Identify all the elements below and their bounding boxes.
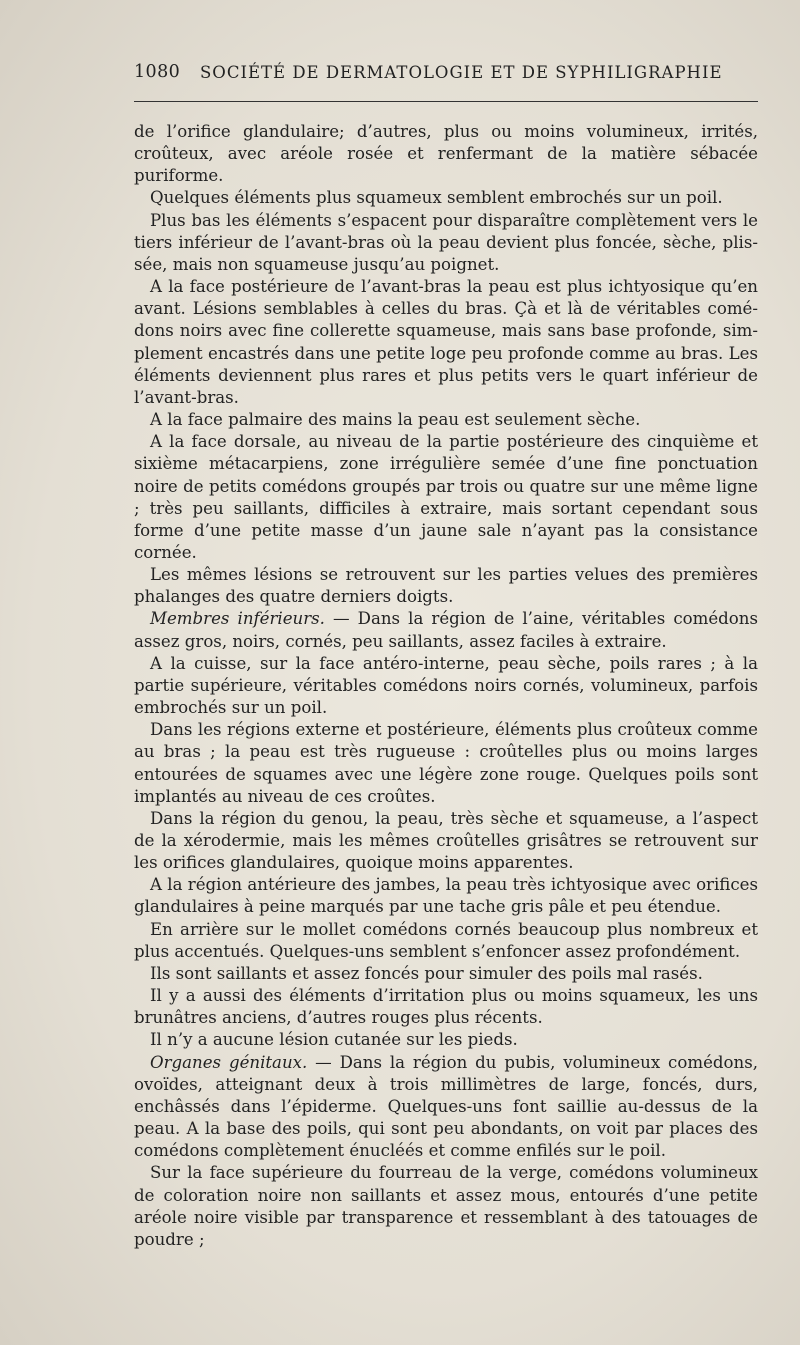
paragraph (134, 963, 758, 985)
paragraph-text: A la région antérieure des jambes, la peau très ichtyosique avec orifices glandulaires à peine marqués par une tache gris pâle et peu étendue. (134, 875, 758, 917)
paragraph (134, 431, 758, 564)
paragraph (134, 1029, 758, 1051)
header-rule (134, 101, 758, 102)
paragraph (134, 719, 758, 808)
paragraph-text: Il n’y a aucune lésion cutanée sur les pieds. (150, 1030, 518, 1050)
paragraph-text: Dans la région du genou, la peau, très sèche et squameuse, a l’aspect de la xérodermie, mais les mêmes croûtelles grisâtres se retrouvent sur les orifices glandulaires, quoique moins apparentes. (134, 808, 758, 873)
body-text (134, 121, 758, 1251)
paragraph (134, 276, 758, 409)
page-header (134, 62, 758, 92)
paragraph (134, 985, 758, 1029)
paragraph-text: A la face dorsale, au niveau de la partie postérieure des cinquième et sixième métacarpiens, zone irrégulière semée d’une fine ponctuation noire de petits comédons groupés par trois ou quatre sur une même ligne ; très peu saillants, difficiles à extraire, mais sortant cependant sous forme d’une petite masse d’un jaune sale n’ayant pas la consistance cornée. (134, 432, 758, 562)
paragraph-text: En arrière sur le mollet comédons cornés beaucoup plus nombreux et plus accentués. Quelques-uns semblent s’enfoncer assez profondément. (134, 919, 758, 961)
paragraph (134, 187, 758, 209)
paragraph (134, 608, 758, 652)
paragraph (134, 121, 758, 187)
paragraph (134, 409, 758, 431)
paragraph-text: Dans les régions externe et postérieure, éléments plus croûteux comme au bras ; la peau est très rugueuse : croûtelles plus ou moins larges entourées de squames avec une légère zone rouge. Quelques poils sont implantés au niveau de ces croûtes. (134, 720, 758, 806)
paragraph-text: — Dans la région de l’aine, véritables comédons assez gros, noirs, cornés, peu saillants, assez faciles à extraire. (134, 609, 758, 651)
paragraph-lead: Membres inférieurs. (150, 609, 325, 629)
paragraph-text: de l’orifice glandulaire; d’autres, plus ou moins volumineux, irrités, croûteux, avec aréole rosée et renfermant de la matière sébacée puriforme. (134, 122, 758, 186)
paragraph (134, 1162, 758, 1251)
paragraph (134, 564, 758, 608)
running-title: SOCIÉTÉ DE DERMATOLOGIE ET DE SYPHILIGRAPHIE (200, 63, 723, 82)
page-number: 1080 (134, 62, 181, 82)
paragraph-text: Quelques éléments plus squameux semblent embrochés sur un poil. (150, 188, 723, 208)
paragraph (134, 808, 758, 874)
paragraph-lead: Organes génitaux. (150, 1052, 308, 1072)
paragraph (134, 653, 758, 719)
paragraph (134, 210, 758, 276)
paragraph (134, 874, 758, 918)
paragraph (134, 919, 758, 963)
paragraph-text: Les mêmes lésions se retrouvent sur les parties velues des premières phalanges des quatre derniers doigts. (134, 565, 758, 607)
paragraph-text: A la cuisse, sur la face antéro-interne, peau sèche, poils rares ; à la partie supérieure, véritables comédons noirs cornés, volumineux, parfois embrochés sur un poil. (134, 653, 758, 718)
paragraph-text: Sur la face supérieure du fourreau de la verge, comédons volumineux de coloration noire non saillants et assez mous, entourés d’une petite aréole noire visible par transparence et ressemblant à des tatouages de poudre ; (134, 1163, 758, 1249)
paragraph-text: Plus bas les éléments s’espacent pour disparaître complètement vers le tiers inférieur de l’avant-bras où la peau devient plus foncée, sèche, plissée, mais non squameuse jusqu’au poignet. (134, 210, 758, 274)
paragraph-text: A la face palmaire des mains la peau est seulement sèche. (150, 410, 641, 430)
paragraph-text: A la face postérieure de l’avant-bras la peau est plus ichtyosique qu’en avant. Lésions semblables à celles du bras. Çà et là de véritables comédons noirs avec fine collerette squameuse, mais sans base profonde, simplement encastrés dans une petite loge peu profonde comme au bras. Les éléments deviennent plus rares et plus petits vers le quart inférieur de l’avant-bras. (134, 277, 758, 407)
paragraph-text: Il y a aussi des éléments d’irritation plus ou moins squameux, les uns brunâtres anciens, d’autres rouges plus récents. (134, 986, 758, 1028)
paragraph-text: Ils sont saillants et assez foncés pour simuler des poils mal rasés. (150, 963, 703, 983)
paragraph-text: — Dans la région du pubis, volumineux comédons, ovoïdes, atteignant deux à trois millimètres de large, foncés, durs, enchâssés dans l’épiderme. Quelques-uns font saillie au-dessus de la peau. A la base des poils, qui sont peu abondants, on voit par places des comédons complètement énucléés et comme enfilés sur le poil. (134, 1052, 758, 1161)
paragraph (134, 1052, 758, 1163)
